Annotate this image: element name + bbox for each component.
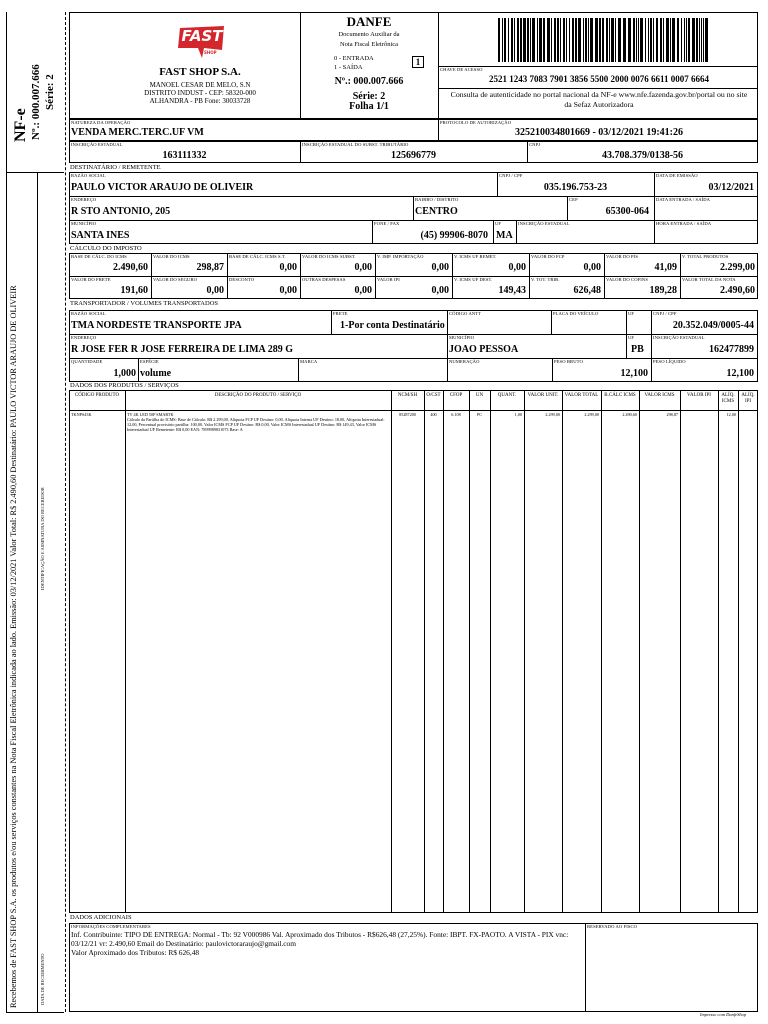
barcode-bar <box>498 18 500 62</box>
imposto-value: 2.490,60 <box>113 262 148 273</box>
imposto-value: 0,00 <box>279 285 297 296</box>
dest-municipio-value: SANTA INES <box>71 230 130 241</box>
chave-bottom-border <box>438 88 758 89</box>
emitente-address3: ALHANDRA - PB Fone: 30033728 <box>149 97 251 105</box>
emitente-name: FAST SHOP S.A. <box>159 66 241 78</box>
info-line2: 03/12/21 vr: 2.490,60 Email do Destinatário: paulovictoraraujo@gmail.com <box>71 939 296 948</box>
imposto-label: VALOR DO SEGURO <box>153 277 198 282</box>
imposto-value: 2.490,60 <box>720 285 755 296</box>
produtos-header: QUANT. <box>497 393 517 398</box>
barcode-bar <box>543 18 545 62</box>
imposto-divider <box>227 253 228 276</box>
barcode-bar <box>684 18 685 62</box>
imposto-divider <box>680 276 681 299</box>
imposto-divider <box>452 276 453 299</box>
barcode-bar <box>656 18 658 62</box>
dest-cep-label: CEP <box>569 197 578 202</box>
transp-vline-especie <box>138 358 139 382</box>
transp-peso-liquido-value: 12,100 <box>726 368 754 379</box>
barcode-bar <box>517 18 519 62</box>
ie-st-value: 125696779 <box>391 150 436 161</box>
produtos-col-divider <box>524 390 525 913</box>
barcode-bar <box>539 18 542 62</box>
produtos-col-divider <box>443 390 444 913</box>
barcode-bar <box>585 18 587 62</box>
barcode-bar <box>511 18 513 62</box>
produto-cell-icms: 298,87 <box>666 412 678 417</box>
barcode-bar <box>703 18 704 62</box>
barcode-bar <box>595 18 598 62</box>
produtos-section: DADOS DOS PRODUTOS / SERVIÇOS <box>70 382 179 389</box>
barcode-bar <box>523 18 526 62</box>
transp-frete-label: FRETE <box>333 311 348 316</box>
emitente-address1: MANOEL CESAR DE MELO, S.N <box>149 81 251 89</box>
barcode-bar <box>611 18 614 62</box>
canhoto-bottom-border <box>6 1012 64 1013</box>
transp-vline-uf <box>626 310 627 358</box>
transp-placa-label: PLACA DO VEÍCULO <box>553 311 599 316</box>
imposto-value: 0,00 <box>279 262 297 273</box>
transp-municipio-value: JOAO PESSOA <box>449 344 519 355</box>
canhoto-inner-divider <box>37 172 38 1012</box>
imposto-label: VALOR DO FCP <box>531 254 565 259</box>
imposto-label: BASE DE CÁLC. ICMS S.T. <box>229 254 286 259</box>
ie-label: INSCRIÇÃO ESTADUAL <box>71 142 123 147</box>
imposto-divider <box>375 253 376 276</box>
transp-cnpj-value: 20.352.049/0005-44 <box>672 320 754 331</box>
produtos-header: ALÍQ. ICMS <box>721 393 735 404</box>
dest-endereco-label: ENDEREÇO <box>71 197 97 202</box>
danfe-serie: Série: 2 <box>352 91 386 102</box>
danfe-folha: Folha 1/1 <box>349 101 389 112</box>
imposto-value: 0,00 <box>431 262 449 273</box>
imposto-value: 0,00 <box>206 285 224 296</box>
dest-vline-uf <box>493 220 494 244</box>
produto-cell-cfop: 6.108 <box>451 412 461 417</box>
produtos-header: NCM/SH <box>397 393 418 398</box>
transp-peso-liquido-label: PESO LÍQUIDO <box>653 359 686 364</box>
protocolo-value: 325210034801669 - 03/12/2021 19:41:26 <box>514 127 684 138</box>
dest-cnpj-label: CNPJ / CPF <box>499 173 523 178</box>
canhoto-divider <box>6 172 64 173</box>
canhoto-identificacao: IDENTIFICAÇÃO E ASSINATURA DO RECEBEDOR <box>40 487 45 590</box>
dest-emissao-label: DATA DE EMISSÃO <box>656 173 698 178</box>
produtos-header: ALÍQ. IPI <box>741 393 755 404</box>
transp-antt-label: CÓDIGO ANTT <box>449 311 482 316</box>
danfe-saida: 1 - SAÍDA <box>334 64 363 71</box>
imposto-divider <box>151 253 152 276</box>
produtos-header: VALOR TOTAL <box>564 393 599 398</box>
imposto-value: 191,60 <box>120 285 148 296</box>
produtos-col-divider <box>391 390 392 913</box>
imposto-label: VALOR DO ICMS <box>153 254 190 259</box>
produto-cell-quant: 1,00 <box>514 412 522 417</box>
canhoto-data-recebimento: DATA DE RECEBIMENTO <box>40 953 45 1005</box>
info-line3: Valor Aproximado dos Tributos: R$ 626,48 <box>71 948 200 957</box>
produto-cell-bc: 2.490,60 <box>622 412 637 417</box>
barcode-bar <box>502 18 503 62</box>
dest-vline-right <box>654 172 655 244</box>
chave-consulta2: da Sefaz Autorizadora <box>564 100 634 109</box>
adicionais-section: DADOS ADICIONAIS <box>70 914 132 921</box>
barcode-bar <box>688 18 690 62</box>
produtos-header: VALOR IPI <box>687 393 711 398</box>
barcode-bar <box>520 18 522 62</box>
transp-vline-placa <box>551 310 552 334</box>
imposto-label: VALOR IPI <box>377 277 400 282</box>
barcode-bar <box>696 18 698 62</box>
barcode-bar <box>681 18 682 62</box>
emitente-address2: DISTRITO INDUST - CEP: 58320-000 <box>144 89 256 97</box>
produtos-header-line <box>69 410 758 411</box>
imposto-label: V. TOT. TRIB. <box>531 277 560 282</box>
imposto-label: VALOR DO COFINS <box>606 277 648 282</box>
dest-endereco-value: R STO ANTONIO, 205 <box>71 206 171 217</box>
barcode-bar <box>588 18 589 62</box>
imposto-divider <box>529 253 530 276</box>
danfe-entrada: 0 - ENTRADA <box>334 55 374 62</box>
barcode-bar <box>504 18 506 62</box>
transp-uf-label: UF <box>628 311 635 316</box>
produtos-col-divider <box>125 390 126 913</box>
dest-municipio-label: MUNICÍPIO <box>71 221 97 226</box>
barcode-bar <box>583 18 584 62</box>
transp-ie-label: INSCRIÇÃO ESTADUAL <box>653 335 705 340</box>
produto-cell-aliq-icms: 12,00 <box>726 412 736 417</box>
canhoto-nfe-label: NF-e <box>12 108 29 142</box>
cnpj-value: 43.708.379/0138-56 <box>601 150 684 161</box>
produto-cell-ncm: 85287200 <box>399 412 416 417</box>
ie-value: 163111332 <box>162 150 207 161</box>
barcode-bar <box>623 18 626 62</box>
barcode-bar <box>636 18 637 62</box>
imposto-divider <box>680 253 681 276</box>
imposto-divider <box>300 276 301 299</box>
imposto-divider <box>227 276 228 299</box>
fastshop-logo <box>176 24 228 60</box>
ie-st-label: INSCRIÇÃO ESTADUAL DO SUBST. TRIBUTÁRIO <box>302 142 409 147</box>
produtos-col-divider <box>680 390 681 913</box>
imposto-label: DESCONTO <box>229 277 255 282</box>
dest-cnpj-value: 035.196.753-23 <box>543 182 608 193</box>
barcode-bar <box>663 18 664 62</box>
barcode <box>498 18 708 62</box>
imposto-value: 626,48 <box>573 285 601 296</box>
transp-endereco-value: R JOSE FER R JOSE FERREIRA DE LIMA 289 G <box>71 344 293 355</box>
produto-cell-unit: 2.299,00 <box>545 412 560 417</box>
destinatario-section: DESTINATÁRIO / REMETENTE <box>70 164 161 171</box>
barcode-bar <box>508 18 509 62</box>
barcode-bar <box>628 18 631 62</box>
barcode-bar <box>670 18 671 62</box>
transp-municipio-label: MUNICÍPIO <box>449 335 475 340</box>
barcode-bar <box>686 18 687 62</box>
barcode-bar <box>609 18 610 62</box>
imposto-value: 0,00 <box>508 262 526 273</box>
transp-vline-marca <box>298 358 299 382</box>
transp-vline-frete <box>331 310 332 334</box>
barcode-bar <box>532 18 535 62</box>
barcode-bar <box>699 18 700 62</box>
dest-vline-fone <box>372 220 373 244</box>
transp-razao-value: TMA NORDESTE TRANSPORTE JPA <box>71 320 242 331</box>
natureza-label: NATUREZA DA OPERAÇÃO <box>71 120 131 125</box>
dest-vline-ie <box>516 220 517 244</box>
canhoto-cut-line <box>65 12 66 1012</box>
produto-cell-cst: 400 <box>430 412 437 417</box>
transp-vline-peso <box>552 358 553 382</box>
barcode-bar <box>530 18 531 62</box>
imposto-value: 0,00 <box>354 285 372 296</box>
protocolo-label: PROTOCOLO DE AUTORIZAÇÃO <box>440 120 512 125</box>
imposto-value: 0,00 <box>431 285 449 296</box>
chave-consulta1: Consulta de autenticidade no portal nacional da NF-e www.nfe.fazenda.gov.br/portal ou no site <box>450 90 748 99</box>
dest-vline-bairro <box>413 196 414 220</box>
barcode-bar <box>692 18 695 62</box>
barcode-bar <box>606 18 608 62</box>
canhoto-numero: Nº.: 000.007.666 <box>30 64 42 140</box>
produtos-header: VALOR UNIT. <box>527 393 559 398</box>
dest-vline-cep <box>567 196 568 220</box>
imposto-label: VALOR TOTAL DA NOTA <box>682 277 736 282</box>
barcode-bar <box>554 18 556 62</box>
barcode-bar <box>672 18 675 62</box>
barcode-bar <box>547 18 550 62</box>
imposto-value: 0,00 <box>583 262 601 273</box>
info-line1: Inf. Contribuinte: TIPO DE ENTREGA: Normal - Tb: 92 V000986 Val. Aproximado dos Tributos - R$626,48 (27,25%). Fonte: IBPT. FX-PAOTO. A VISTA - PIX vnc: <box>71 930 569 939</box>
produtos-header: O/CST <box>426 393 441 398</box>
produtos-col-divider <box>738 390 739 913</box>
barcode-bar <box>599 18 601 62</box>
produtos-col-divider <box>562 390 563 913</box>
produtos-col-divider <box>718 390 719 913</box>
info-label: INFORMAÇÕES COMPLEMENTARES <box>71 924 151 929</box>
barcode-bar <box>602 18 604 62</box>
transp-razao-label: RAZÃO SOCIAL <box>71 311 106 316</box>
produto-cell-codigo: TKNPS43K <box>71 412 92 417</box>
barcode-bar <box>677 18 679 62</box>
dest-bairro-value: CENTRO <box>415 206 458 217</box>
footer-impresso: Impresso com DanfeShop <box>700 1012 747 1017</box>
produtos-col-divider <box>639 390 640 913</box>
barcode-bar <box>537 18 538 62</box>
transp-endereco-label: ENDEREÇO <box>71 335 97 340</box>
canhoto-serie: Série: 2 <box>44 74 56 110</box>
transp-especie-value: volume <box>140 368 172 379</box>
transp-quantidade-label: QUANTIDADE <box>71 359 103 364</box>
imposto-value: 189,28 <box>649 285 677 296</box>
danfe-subtitle2: Nota Fiscal Eletrônica <box>339 41 399 48</box>
imposto-section: CÁLCULO DO IMPOSTO <box>70 245 142 252</box>
barcode-bar <box>563 18 565 62</box>
barcode-bar <box>566 18 567 62</box>
imposto-label: V. ICMS UF REMET. <box>454 254 497 259</box>
dest-uf-label: UF <box>495 221 502 226</box>
imposto-label: VALOR DO PIS <box>606 254 639 259</box>
natureza-divider <box>438 119 439 141</box>
produtos-header: VALOR ICMS <box>644 393 675 398</box>
danfe-title: DANFE <box>346 14 392 29</box>
produtos-frame <box>69 390 758 913</box>
transp-numeracao-label: NUMERAÇÃO <box>449 359 480 364</box>
barcode-bar <box>590 18 593 62</box>
transp-vline-cnpj <box>651 310 652 382</box>
natureza-value: VENDA MERC.TERC.UF VM <box>71 127 204 138</box>
imposto-label: BASE DE CÁLC. DO ICMS <box>71 254 127 259</box>
imposto-label: V. IMP. IMPORTAÇÃO <box>377 254 424 259</box>
imposto-divider <box>604 253 605 276</box>
produtos-header: CFOP <box>449 393 463 398</box>
dest-emissao-value: 03/12/2021 <box>708 182 754 193</box>
dest-uf-value: MA <box>496 230 513 241</box>
fisco-label: RESERVADO AO FISCO <box>587 924 638 929</box>
dest-ie-label: INSCRIÇÃO ESTADUAL <box>518 221 570 226</box>
transp-frete-value: 1-Por conta Destinatário <box>340 320 445 331</box>
barcode-bar <box>514 18 515 62</box>
produtos-col-divider <box>601 390 602 913</box>
imposto-value: 0,00 <box>354 262 372 273</box>
barcode-bar <box>653 18 654 62</box>
transp-section: TRANSPORTADOR / VOLUMES TRANSPORTADOS <box>70 300 219 307</box>
adicionais-divider <box>585 923 586 1012</box>
imposto-value: 149,43 <box>498 285 526 296</box>
produtos-col-divider <box>424 390 425 913</box>
transp-quantidade-value: 1,000 <box>113 368 136 379</box>
transp-uf2-label: UF <box>628 335 635 340</box>
canhoto-left-border <box>6 12 7 1012</box>
logo-sub: SHOP <box>204 50 217 55</box>
barcode-bar <box>618 18 621 62</box>
barcode-bar <box>640 18 643 62</box>
imposto-label: OUTRAS DESPESAS <box>302 277 346 282</box>
produto-cell-un: PC <box>476 412 483 417</box>
barcode-bar <box>578 18 581 62</box>
imposto-divider <box>151 276 152 299</box>
barcode-bar <box>551 18 552 62</box>
imposto-divider <box>604 276 605 299</box>
logo-text: FAST <box>181 27 223 45</box>
imposto-label: V. ICMS UF DEST. <box>454 277 493 282</box>
cnpj-label: CNPJ <box>529 142 541 147</box>
produtos-header: UN <box>475 393 484 398</box>
danfe-tipo-box: 1 <box>412 56 424 68</box>
produtos-header: DESCRIÇÃO DO PRODUTO / SERVIÇO <box>214 393 302 398</box>
danfe-subtitle1: Documento Auxiliar da <box>338 31 400 38</box>
produtos-col-divider <box>469 390 470 913</box>
imposto-value: 298,87 <box>196 262 224 273</box>
chave-label: CHAVE DE ACESSO <box>440 67 483 72</box>
transp-peso-bruto-value: 12,100 <box>620 368 648 379</box>
dest-razao-value: PAULO VICTOR ARAUJO DE OLIVEIR <box>71 182 254 193</box>
imposto-divider <box>300 253 301 276</box>
produtos-col-divider <box>490 390 491 913</box>
barcode-bar <box>701 18 702 62</box>
produto-cell-total: 2.299,00 <box>584 412 599 417</box>
dest-hora-label: HORA ENTRADA / SAÍDA <box>656 221 712 226</box>
dest-razao-label: RAZÃO SOCIAL <box>71 173 106 178</box>
barcode-bar <box>615 18 616 62</box>
barcode-bar <box>638 18 639 62</box>
dest-cep-value: 65300-064 <box>605 206 649 217</box>
imposto-divider <box>452 253 453 276</box>
danfe-numero: Nº.: 000.007.666 <box>334 76 404 87</box>
chave-top-border <box>438 66 758 67</box>
transp-peso-bruto-label: PESO BRUTO <box>554 359 583 364</box>
transp-ie-value: 162477899 <box>709 344 754 355</box>
barcode-bar <box>557 18 559 62</box>
barcode-bar <box>705 18 708 62</box>
transp-cnpj-label: CNPJ / CPF <box>653 311 677 316</box>
imposto-value: 2.299,00 <box>720 262 755 273</box>
barcode-bar <box>575 18 577 62</box>
transp-vline-antt <box>447 310 448 334</box>
imposto-divider <box>529 276 530 299</box>
barcode-bar <box>569 18 570 62</box>
imposto-label: VALOR DO FRETE <box>71 277 111 282</box>
imposto-value: 41,09 <box>654 262 677 273</box>
barcode-bar <box>660 18 662 62</box>
transp-marca-label: MARCA <box>300 359 318 364</box>
imposto-divider <box>375 276 376 299</box>
produtos-header: CÓDIGO PRODUTO <box>74 393 120 398</box>
barcode-bar <box>648 18 649 62</box>
imposto-label: VALOR DO ICMS SUBST. <box>302 254 356 259</box>
barcode-bar <box>572 18 574 62</box>
chave-value[interactable]: 2521 1243 7083 7901 3856 5500 2000 0076 6611 0007 6664 <box>488 74 709 84</box>
produtos-header: B.CÁLC ICMS <box>604 393 636 398</box>
barcode-bar <box>633 18 635 62</box>
transp-vline-municipio <box>447 334 448 382</box>
produto-cell-descricao: TV 4K LED 50P SMARTK Cálculo da Partilha do ICMS: Base de Cálculo: R$ 2.299,00, Alíquota FCP UF Destino: 0,00, Alíquota Interna UF Destino: 18,00, Alíquota Interestadual: 12,00, Percentual provisório partilha: 100,00, Valor ICMS FCP UF Destino: R$ 0,00, Valor ICMS Interestadual UF Destino: R$ 149,43, Valor ICMS Interestadual UF Remetente: R$ 0,00 EAN: 7899989831073 Base: A <box>127 412 385 432</box>
barcode-bar <box>645 18 646 62</box>
barcode-bar <box>560 18 561 62</box>
canhoto-recebemos: Recebemos de FAST SHOP S.A. os produtos e/ou serviços constantes na Nota Fiscal Eletrônica indicada ao lado. Emissão: 03/12/2021 Valor Total: R$ 2.490,60 Destinatário: PAULO VICTOR ARAUJO DE OLIVEIR <box>9 285 18 1008</box>
barcode-bar <box>666 18 669 62</box>
transp-especie-label: ESPÉCIE <box>140 359 159 364</box>
dest-bairro-label: BAIRRO / DISTRITO <box>415 197 459 202</box>
barcode-bar <box>650 18 652 62</box>
dest-fone-value: (45) 99906-8070 <box>420 230 488 241</box>
barcode-bar <box>527 18 529 62</box>
imposto-label: V. TOTAL PRODUTOS <box>682 254 729 259</box>
transp-uf2-value: PB <box>631 344 644 355</box>
dest-fone-label: FONE / FAX <box>374 221 400 226</box>
dest-entrada-label: DATA ENTRADA / SAÍDA <box>656 197 711 202</box>
